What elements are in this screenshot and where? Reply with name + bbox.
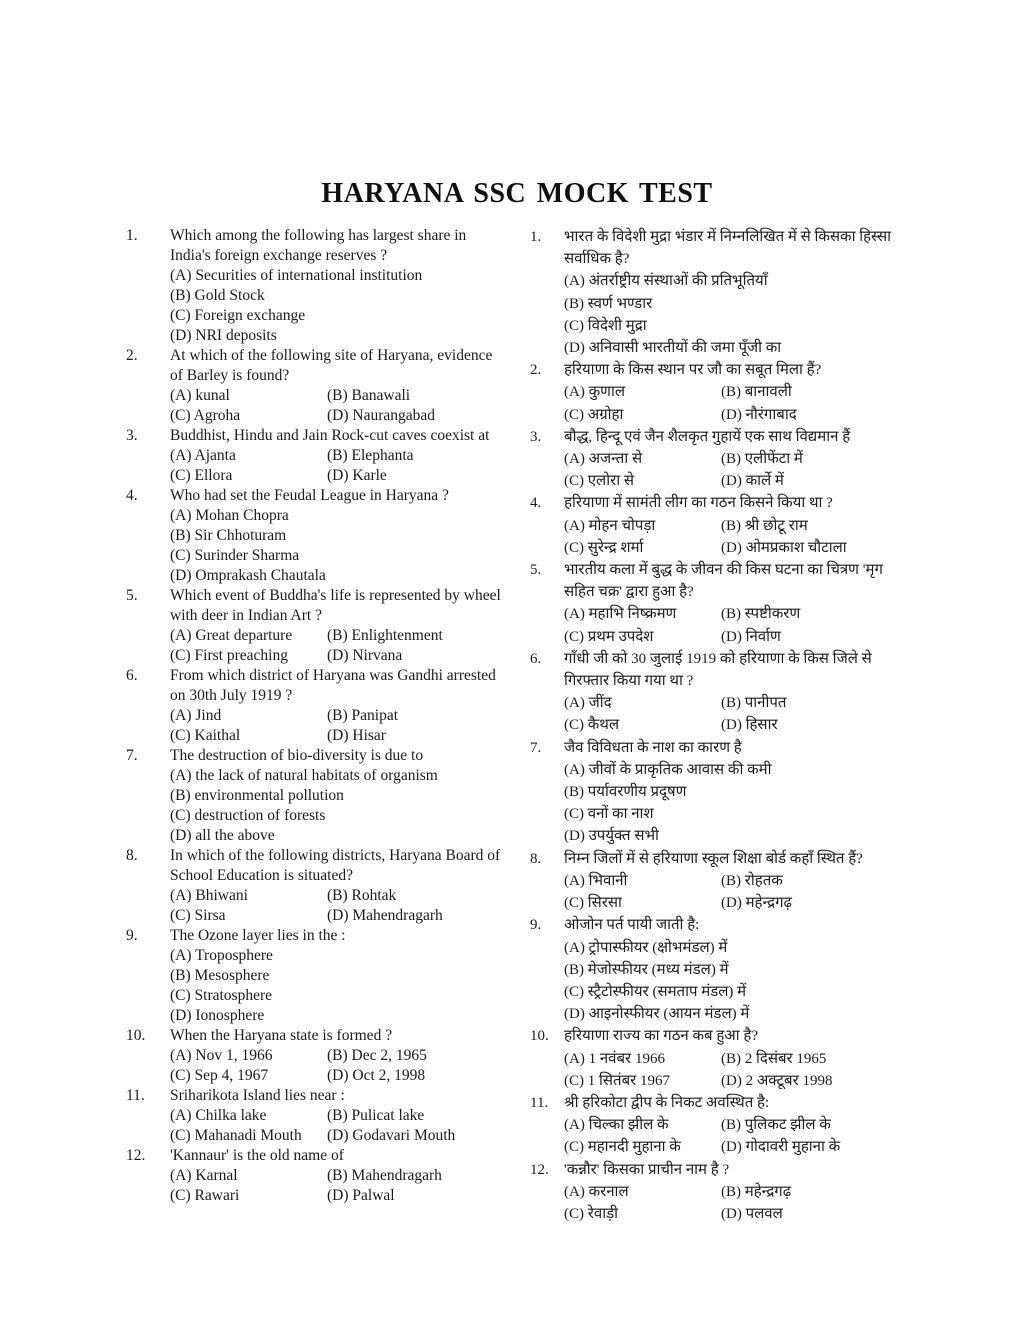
option-row <box>170 466 504 486</box>
option-row <box>170 1186 504 1206</box>
question-hindi-6 <box>530 648 908 737</box>
option-row <box>170 726 504 746</box>
option: (C) Stratosphere <box>170 987 273 1004</box>
option: (C) सुरेन्द्र शर्मा <box>564 539 644 556</box>
option-row <box>564 270 908 292</box>
question-body <box>170 666 504 746</box>
question-number: 3. <box>126 427 138 444</box>
question-english-10 <box>126 1026 504 1086</box>
question-hindi-9 <box>530 914 908 1025</box>
option: (A) 1 नवंबर 1966 <box>564 1050 665 1067</box>
question-text: The Ozone layer lies in the : <box>170 927 346 944</box>
option-row <box>564 537 908 559</box>
option: (B) स्पष्टीकरण <box>721 606 801 623</box>
question-hindi-8 <box>530 848 908 915</box>
option: (B) Mahendragarh <box>327 1167 442 1184</box>
question-number: 3. <box>530 428 542 445</box>
option: (B) 2 दिसंबर 1965 <box>721 1050 827 1067</box>
option: (B) Dec 2, 1965 <box>327 1047 427 1064</box>
option-row <box>564 1114 908 1136</box>
option: (C) Surinder Sharma <box>170 547 300 564</box>
question-number: 12. <box>530 1161 549 1178</box>
question-hindi-5 <box>530 559 908 648</box>
option-row <box>564 959 908 981</box>
option: (D) 2 अक्टूबर 1998 <box>721 1072 833 1089</box>
question-text: गाँधी जी को 30 जुलाई 1919 को हरियाणा के किस जिले से गिरफ्तार किया गया था ? <box>564 650 872 690</box>
question-text: ओजोन पर्त पायी जाती है: <box>564 917 700 934</box>
option: (D) Oct 2, 1998 <box>327 1067 426 1084</box>
question-english-12 <box>126 1146 504 1206</box>
option-row <box>564 337 908 359</box>
option: (B) बानावली <box>721 384 792 401</box>
question-english-2 <box>126 346 504 426</box>
question-text: Which among the following has largest share in India's foreign exchange reserves ? <box>170 227 467 264</box>
option: (C) स्ट्रैटोस्फीयर (समताप मंडल) में <box>564 983 747 1000</box>
hindi-question-column <box>530 226 908 1225</box>
question-number: 10. <box>126 1027 146 1044</box>
option: (B) रोहतक <box>721 872 783 889</box>
option: (B) environmental pollution <box>170 787 344 804</box>
question-number: 7. <box>530 739 542 756</box>
option: (C) Agroha <box>170 407 241 424</box>
option-row <box>564 937 908 959</box>
question-number: 8. <box>126 847 138 864</box>
question-text: Who had set the Feudal League in Haryana ? <box>170 487 449 504</box>
question-text: हरियाणा में सामंती लीग का गठन किसने किया था ? <box>564 495 833 512</box>
question-number: 4. <box>126 487 138 504</box>
option: (A) अंतर्राष्ट्रीय संस्थाओं की प्रतिभूतियाँ <box>564 273 768 290</box>
question-english-11 <box>126 1086 504 1146</box>
option: (B) Pulicat lake <box>327 1107 425 1124</box>
option: (B) पुलिकट झील के <box>721 1117 831 1134</box>
option: (D) Hisar <box>327 727 386 744</box>
question-text: जैव विविधता के नाश का कारण है <box>564 739 742 756</box>
option: (D) अनिवासी भारतीयों की जमा पूँजी का <box>564 340 782 357</box>
question-english-4 <box>126 486 504 586</box>
question-hindi-11 <box>530 1092 908 1159</box>
option-row <box>170 526 504 546</box>
option: (A) Great departure <box>170 627 293 644</box>
option: (C) कैथल <box>564 717 620 734</box>
option-row <box>564 692 908 714</box>
question-number: 1. <box>530 229 542 245</box>
option-row <box>170 966 504 986</box>
question-english-6 <box>126 666 504 746</box>
question-text: The destruction of bio-diversity is due to <box>170 747 424 764</box>
question-number: 5. <box>126 587 138 604</box>
question-text: हरियाणा राज्य का गठन कब हुआ है? <box>564 1028 758 1045</box>
option: (A) ट्रोपास्फीयर (क्षोभमंडल) में <box>564 939 728 956</box>
question-english-1 <box>126 226 504 346</box>
option: (B) Rohtak <box>327 887 397 904</box>
option: (A) Karnal <box>170 1167 238 1184</box>
question-number: 6. <box>530 650 542 667</box>
option: (B) मेजोस्फीयर (मध्य मंडल) में <box>564 961 729 978</box>
option-row <box>170 786 504 806</box>
question-english-5 <box>126 586 504 666</box>
question-hindi-7 <box>530 737 908 848</box>
option-row <box>170 446 504 466</box>
option: (B) एलीफेंटा में <box>721 451 803 468</box>
option: (A) चिल्का झील के <box>564 1117 669 1134</box>
question-body <box>564 359 908 426</box>
question-hindi-3 <box>530 426 908 493</box>
question-body <box>564 559 908 648</box>
option: (A) कुणाल <box>564 384 625 401</box>
option-row <box>564 603 908 625</box>
option: (C) Foreign exchange <box>170 307 306 324</box>
question-english-9 <box>126 926 504 1026</box>
option: (B) स्वर्ण भण्डार <box>564 295 653 312</box>
question-body <box>564 426 908 493</box>
question-hindi-4 <box>530 492 908 559</box>
question-text: When the Haryana state is formed ? <box>170 1027 393 1044</box>
option: (D) महेन्द्रगढ़ <box>721 895 792 912</box>
option: (B) Banawali <box>327 387 411 404</box>
option: (B) Enlightenment <box>327 627 443 644</box>
option-row <box>564 515 908 537</box>
option: (C) अग्रोहा <box>564 406 624 423</box>
option-row <box>564 1003 908 1025</box>
question-body <box>564 1092 908 1159</box>
question-number: 11. <box>530 1094 549 1111</box>
question-number: 10. <box>530 1028 549 1045</box>
option-row <box>170 826 504 846</box>
option-row <box>170 1006 504 1026</box>
question-body <box>170 586 504 666</box>
option-row <box>564 404 908 426</box>
question-hindi-10 <box>530 1025 908 1092</box>
question-number: 5. <box>530 562 542 579</box>
option-row <box>170 1166 504 1186</box>
option: (A) Mohan Chopra <box>170 507 289 524</box>
option: (A) जीवों के प्राकृतिक आवास की कमी <box>564 761 772 778</box>
option-row <box>170 566 504 586</box>
option-row <box>564 714 908 736</box>
option-row <box>564 1203 908 1225</box>
option: (C) 1 सितंबर 1967 <box>564 1072 671 1089</box>
question-text: हरियाणा के किस स्थान पर जौ का सबूत मिला हैं? <box>564 362 822 379</box>
option-row <box>170 706 504 726</box>
option: (D) कार्ले में <box>721 473 784 490</box>
option: (B) Mesosphere <box>170 967 270 984</box>
option-row <box>564 803 908 825</box>
option: (D) NRI deposits <box>170 327 277 344</box>
option-row <box>564 981 908 1003</box>
question-text: बौद्ध, हिन्दू एवं जैन शैलकृत गुहायें एक साथ विद्यमान हैं <box>564 428 851 445</box>
option: (D) आइनोस्फीयर (आयन मंडल) में <box>564 1006 750 1023</box>
question-number: 9. <box>126 927 138 944</box>
question-body <box>564 1025 908 1092</box>
option-row <box>564 825 908 847</box>
option: (B) पर्यावरणीय प्रदूषण <box>564 784 687 801</box>
question-body <box>564 848 908 915</box>
option: (B) Elephanta <box>327 447 414 464</box>
question-body <box>170 1146 504 1206</box>
option-row <box>170 1046 504 1066</box>
option-row <box>564 293 908 315</box>
question-text: Which event of Buddha's life is represented by wheel with deer in Indian Art ? <box>170 587 501 624</box>
option-row <box>564 759 908 781</box>
option: (D) हिसार <box>721 717 778 734</box>
question-text: भारत के विदेशी मुद्रा भंडार में निम्नलिखित में से किसका हिस्सा सर्वाधिक है? <box>564 229 892 268</box>
question-number: 4. <box>530 495 542 512</box>
option-row <box>564 315 908 337</box>
option-row <box>170 546 504 566</box>
option-row <box>170 1066 504 1086</box>
option-row <box>564 381 908 403</box>
question-english-7 <box>126 746 504 846</box>
option-row <box>170 806 504 826</box>
option: (D) Mahendragarh <box>327 907 443 924</box>
option-row <box>564 892 908 914</box>
question-text: भारतीय कला में बुद्ध के जीवन की किस घटना का चित्रण 'मृग सहित चक्र' द्वारा हुआ है? <box>564 562 883 601</box>
question-text: Buddhist, Hindu and Jain Rock-cut caves coexist at <box>170 427 490 444</box>
question-body <box>564 914 908 1025</box>
question-body <box>564 1159 908 1226</box>
option-row <box>170 886 504 906</box>
question-body <box>170 1086 504 1146</box>
option: (C) महानदी मुहाना के <box>564 1139 681 1156</box>
option: (D) पलवल <box>721 1205 783 1222</box>
question-number: 2. <box>126 347 138 364</box>
option: (A) मोहन चोपड़ा <box>564 517 656 534</box>
option: (C) First preaching <box>170 647 288 664</box>
option: (B) पानीपत <box>721 695 787 712</box>
question-hindi-12 <box>530 1159 908 1226</box>
option: (A) Securities of international institution <box>170 267 423 284</box>
question-body <box>564 737 908 848</box>
option-row <box>170 1126 504 1146</box>
option-row <box>564 1181 908 1203</box>
option: (C) Rawari <box>170 1187 240 1204</box>
option: (D) Karle <box>327 467 387 484</box>
option: (C) प्रथम उपदेश <box>564 628 654 645</box>
option: (D) Nirvana <box>327 647 403 664</box>
question-text: At which of the following site of Haryana, evidence of Barley is found? <box>170 347 493 384</box>
option: (C) रेवाड़ी <box>564 1205 619 1222</box>
question-text: निम्न जिलों में से हरियाणा स्कूल शिक्षा बोर्ड कहाँ स्थित हैं? <box>564 850 863 867</box>
option: (C) Kaithal <box>170 727 241 744</box>
option-row <box>170 646 504 666</box>
option: (D) निर्वाण <box>721 628 781 645</box>
option: (C) Mahanadi Mouth <box>170 1127 302 1144</box>
option: (D) उपर्युक्त सभी <box>564 828 659 845</box>
option-row <box>564 448 908 470</box>
option: (C) Ellora <box>170 467 233 484</box>
option: (C) destruction of forests <box>170 807 326 824</box>
question-number: 12. <box>126 1147 146 1164</box>
question-hindi-2 <box>530 359 908 426</box>
option: (D) Naurangabad <box>327 407 436 424</box>
option: (D) Ionosphere <box>170 1007 265 1024</box>
option: (A) Nov 1, 1966 <box>170 1047 273 1064</box>
question-body <box>564 226 908 359</box>
option: (C) विदेशी मुद्रा <box>564 317 647 334</box>
option-row <box>564 470 908 492</box>
option-row <box>564 626 908 648</box>
option: (C) वनों का नाश <box>564 806 654 823</box>
option-row <box>170 506 504 526</box>
question-body <box>170 746 504 846</box>
option: (A) करनाल <box>564 1183 629 1200</box>
option: (D) Godavari Mouth <box>327 1127 456 1144</box>
option: (A) Troposphere <box>170 947 273 964</box>
option: (D) Omprakash Chautala <box>170 567 326 584</box>
option: (C) एलोरा से <box>564 473 635 490</box>
option-row <box>170 326 504 346</box>
option-row <box>170 266 504 286</box>
option: (A) Ajanta <box>170 447 236 464</box>
option: (D) नौरंगाबाद <box>721 406 797 423</box>
option-row <box>564 1136 908 1158</box>
option: (B) Sir Chhoturam <box>170 527 287 544</box>
option-row <box>564 1070 908 1092</box>
english-question-column <box>126 226 504 1206</box>
option-row <box>170 986 504 1006</box>
question-body <box>170 846 504 926</box>
option-row <box>170 286 504 306</box>
option: (D) ओमप्रकाश चौटाला <box>721 539 847 556</box>
question-hindi-1 <box>530 226 908 359</box>
question-text: 'Kannaur' is the old name of <box>170 1147 344 1164</box>
option: (D) Palwal <box>327 1187 395 1204</box>
option: (A) अजन्ता से <box>564 451 643 468</box>
option: (B) Gold Stock <box>170 287 265 304</box>
question-body <box>170 426 504 486</box>
option: (A) भिवानी <box>564 872 628 889</box>
option-row <box>564 781 908 803</box>
question-columns <box>126 226 908 1225</box>
option-row <box>170 766 504 786</box>
option-row <box>170 906 504 926</box>
question-number: 9. <box>530 917 542 934</box>
option-row <box>564 1048 908 1070</box>
option-row <box>564 870 908 892</box>
option-row <box>170 306 504 326</box>
question-english-8 <box>126 846 504 926</box>
page-title: HARYANA SSC MOCK TEST <box>321 178 713 209</box>
question-number: 2. <box>530 362 542 379</box>
question-number: 7. <box>126 747 138 764</box>
option: (A) kunal <box>170 387 230 404</box>
question-body <box>170 926 504 1026</box>
option-row <box>170 626 504 646</box>
option-row <box>170 946 504 966</box>
question-english-3 <box>126 426 504 486</box>
question-text: From which district of Haryana was Gandhi arrested on 30th July 1919 ? <box>170 667 496 704</box>
question-text: 'कन्नौर' किसका प्राचीन नाम है ? <box>564 1161 730 1178</box>
question-body <box>564 648 908 737</box>
option-row <box>170 406 504 426</box>
option: (C) Sep 4, 1967 <box>170 1067 269 1084</box>
question-number: 6. <box>126 667 138 684</box>
question-body <box>170 226 504 346</box>
question-body <box>170 1026 504 1086</box>
option: (A) महाभि निष्क्रमण <box>564 606 677 623</box>
option: (A) Jind <box>170 707 222 724</box>
question-text: In which of the following districts, Haryana Board of School Education is situated? <box>170 847 501 884</box>
question-text: श्री हरिकोटा द्वीप के निकट अवस्थित है: <box>564 1094 770 1111</box>
option: (A) जींद <box>564 695 612 712</box>
question-text: Sriharikota Island lies near : <box>170 1087 345 1104</box>
question-number: 1. <box>126 227 138 244</box>
option: (C) सिरसा <box>564 895 622 912</box>
option: (B) Panipat <box>327 707 399 724</box>
option: (D) गोदावरी मुहाना के <box>721 1139 841 1156</box>
question-number: 11. <box>126 1087 145 1104</box>
question-body <box>564 492 908 559</box>
option-row <box>170 386 504 406</box>
option: (A) Bhiwani <box>170 887 248 904</box>
option: (B) महेन्द्रगढ़ <box>721 1183 792 1200</box>
option: (C) Sirsa <box>170 907 226 924</box>
option: (D) all the above <box>170 827 275 844</box>
option: (B) श्री छोटू राम <box>721 517 808 534</box>
question-body <box>170 486 504 586</box>
question-body <box>170 346 504 426</box>
option-row <box>170 1106 504 1126</box>
option: (A) Chilka lake <box>170 1107 267 1124</box>
option: (A) the lack of natural habitats of organism <box>170 767 438 784</box>
question-number: 8. <box>530 850 542 867</box>
